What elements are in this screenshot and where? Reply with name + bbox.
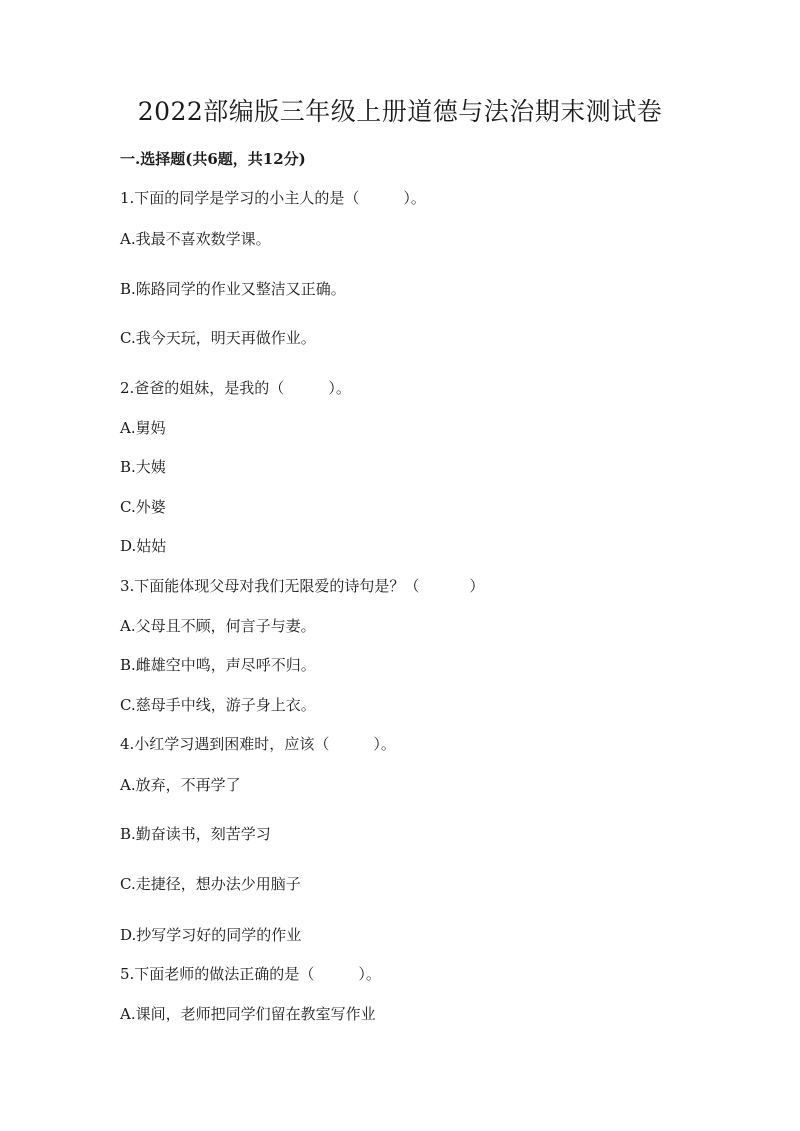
section-heading: 一.选择题(共6题，共12分) (120, 150, 306, 168)
question-4 (120, 733, 396, 755)
option-4c: C.走捷径，想办法少用脑子 (120, 875, 301, 893)
question-stem-end: ） (469, 577, 485, 595)
question-stem: 4.小红学习遇到困难时，应该（ (120, 735, 330, 753)
option-4a: A.放弃，不再学了 (120, 776, 241, 794)
option-2a: A.舅妈 (120, 419, 166, 437)
question-stem-end: ）。 (358, 965, 381, 983)
question-stem: 3.下面能体现父母对我们无限爱的诗句是？（ (120, 577, 420, 595)
question-3 (120, 575, 484, 597)
question-1 (120, 187, 426, 209)
option-3c: C.慈母手中线，游子身上衣。 (120, 696, 316, 714)
question-stem-end: ）。 (328, 379, 351, 397)
option-1a: A.我最不喜欢数学课。 (120, 230, 271, 248)
option-5a: A.课间，老师把同学们留在教室写作业 (120, 1005, 376, 1023)
option-4d: D.抄写学习好的同学的作业 (120, 926, 302, 944)
question-stem-end: ）。 (373, 735, 396, 753)
page-title: 2022部编版三年级上册道德与法治期末测试卷 (137, 97, 663, 126)
option-3a: A.父母且不顾，何言子与妻。 (120, 617, 316, 635)
option-4b: B.勤奋读书，刻苦学习 (120, 825, 271, 843)
question-stem: 5.下面老师的做法正确的是（ (120, 965, 315, 983)
question-stem: 1.下面的同学是学习的小主人的是（ (120, 189, 360, 207)
question-stem-end: ）。 (403, 189, 426, 207)
option-2d: D.姑姑 (120, 537, 167, 555)
option-1c: C.我今天玩，明天再做作业。 (120, 329, 316, 347)
question-stem: 2.爸爸的姐妹，是我的（ (120, 379, 285, 397)
option-2c: C.外婆 (120, 498, 166, 516)
option-3b: B.雌雄空中鸣，声尽呼不归。 (120, 656, 316, 674)
question-5 (120, 963, 381, 985)
option-2b: B.大姨 (120, 458, 166, 476)
option-1b: B.陈路同学的作业又整洁又正确。 (120, 280, 346, 298)
question-2 (120, 377, 351, 399)
